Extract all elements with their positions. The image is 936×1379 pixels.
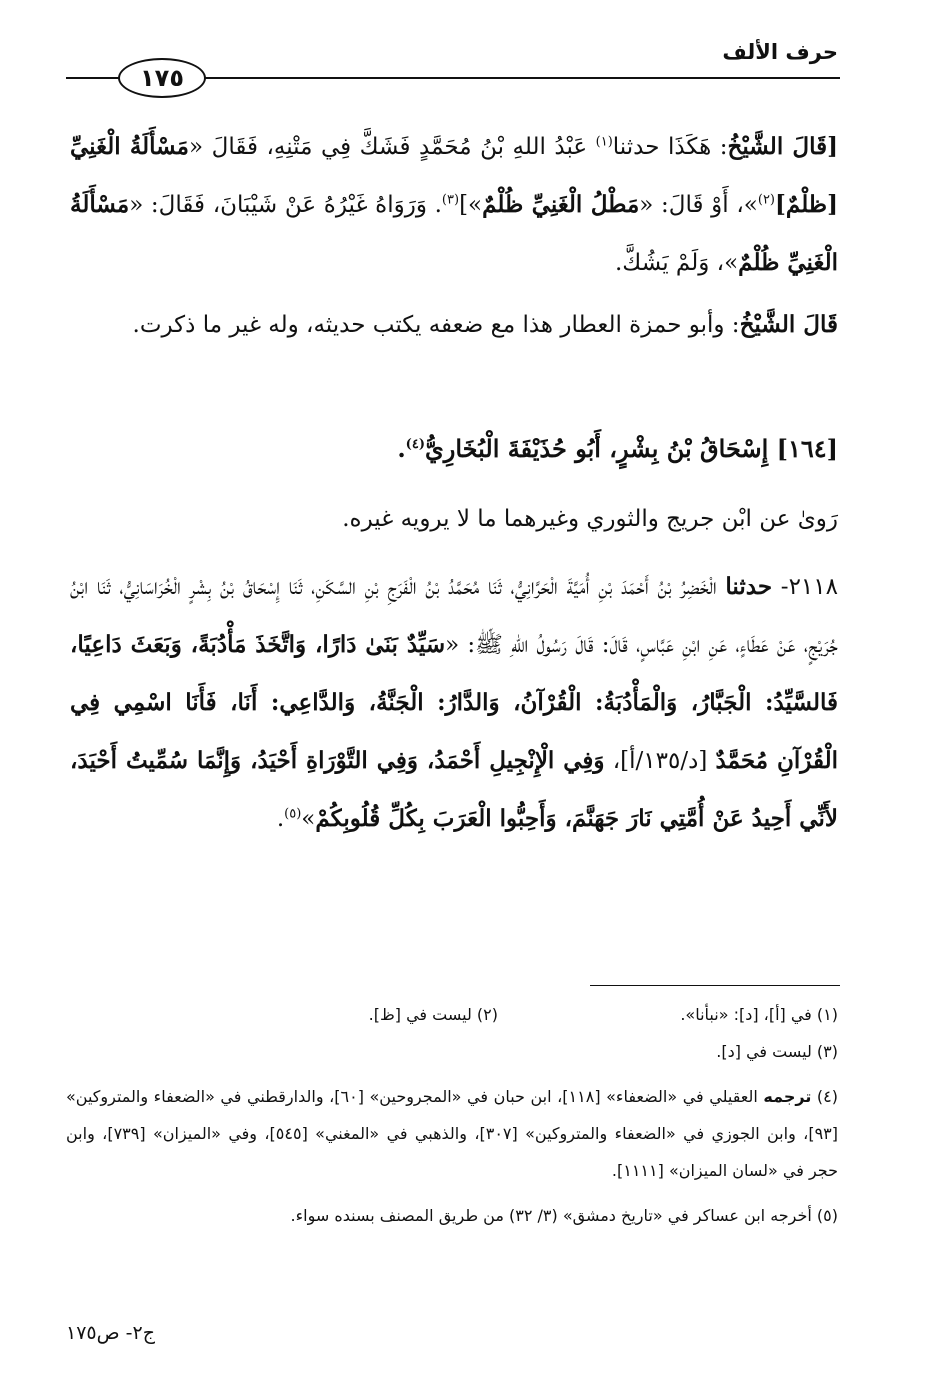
paragraph-narrator-note: رَوىٰ عن ابْن جريج والثوري وغيرهما ما لا يرويه غيره.: [342, 506, 838, 532]
page-number: ١٧٥: [140, 64, 184, 92]
footnote-separator: [590, 985, 840, 986]
footnote-number: (٤): [811, 1087, 838, 1106]
speaker-label: [قَالَ الشَّيْخُ: [727, 133, 839, 160]
paragraph-sheikh-comment: [70, 296, 838, 412]
footnote-1: (١) في [أ]، [د]: «نبأنا».: [680, 1005, 838, 1024]
text-segment: : وأبو حمزة العطار هذا مع ضعفه يكتب حديثه، وله غير ما ذكرت.: [132, 312, 740, 338]
matn-text: وَفِي الْإِنْجِيلِ أَحْمَدُ، وَفِي التَّوْرَاةِ أَحْيَدُ، وَإِنَّمَا سُمِّيتُ أَحْيَدَ، لأَنِّي أَحِيدُ عَنْ أُمَّتِي نَارَ جَهَنَّمَ، وَأَحِبُّوا الْعَرَبَ بِكُلِّ قُلُوبِكُمْ: [70, 747, 838, 832]
footnote-keyword: ترجمه: [763, 1087, 812, 1106]
hadith-text: مَسْأَلَةُ الْغَنِيِّ [ظلْمٌ]: [70, 133, 838, 218]
hadith-text: مَسْأَلَةُ الْغَنِيِّ ظُلْمٌ: [70, 191, 838, 276]
footnote-marker[interactable]: (١): [595, 134, 613, 150]
speaker-label: قَالَ الشَّيْخُ: [739, 311, 838, 338]
isnad-text: الْخَضِرُ بْنُ أَحْمَدَ بْنِ أُمَيَّةَ الْحَرَّانِيُّ، ثَنَا مُحَمَّدُ بْنُ الْفَرَجِ بْنِ السَّكَنِ، ثَنَا إِسْحَاقُ بْنُ بِشْرٍ الْخُرَاسَانِيُّ، ثَنَا ابْنُ جُرَيْجٍ، عَنْ عَطَاءٍ، عَنِ ابْنِ عَبَّاسٍ، قَالَ: قَالَ رَسُولُ اللهِ ﷺ: «: [70, 574, 838, 658]
entry-heading: [70, 420, 838, 490]
footnote-text: العقيلي في «الضعفاء» [١١٨]، ابن حبان في «المجروحين» [٦٠]، والدارقطني في «الضعفاء والمتروكين» [٩٣]، وابن الجوزي في «الضعفاء والمتروكين» [٣٠٧]، والذهبي في «المغني» [٥٤٥]، وفي «الميزان» [٧٣٩]، وابن حجر في «لسان الميزان» [١١١١].: [66, 1087, 838, 1180]
entry-title: [١٦٤] إِسْحَاقُ بْنُ بِشْرٍ، أَبُو حُذَيْفَةَ الْبُخَارِيُّ: [424, 434, 838, 463]
matn-text: سَيِّدٌ بَنَىٰ دَارًا، وَاتَّخَذَ مَأْدُبَةً، وَبَعَثَ دَاعِيًا، فَالسَّيِّدُ: الْجَبَّارُ، وَالْمَأْدُبَةُ: الْقُرْآنُ، وَالدَّارُ: الْجَنَّةُ، وَالدَّاعِي: أَنَا، فَأَنَا اسْمِي فِي الْقُرْآنِ مُحَمَّدٌ: [70, 631, 838, 774]
running-header-title: حرف الألف: [722, 40, 838, 64]
footnote-4: [66, 1078, 838, 1189]
text-segment: .: [397, 434, 406, 463]
text-segment: : هَكَذَا حدثنا: [612, 134, 728, 160]
footnotes: [66, 996, 838, 1234]
hadith-number: ٢١١٨-: [772, 574, 838, 600]
paragraph-hadith-2118: [70, 558, 838, 848]
hadith-text: مَطْلُ الْغَنِيِّ ظُلْمٌ: [482, 191, 640, 218]
manuscript-ref: [د/١٣٥/أ]،: [604, 748, 716, 774]
footnote-2: (٢) ليست في [ظ].: [368, 1005, 498, 1024]
text-segment: عَبْدُ اللهِ بْنُ مُحَمَّدٍ فَشَكَّ فِي مَتْنِهِ، فَقَالَ «: [189, 134, 596, 160]
footnote-3: (٣) ليست في [د].: [716, 1042, 838, 1061]
haddathana-label: حدثنا: [725, 573, 773, 600]
text-segment: . وَرَوَاهُ غَيْرُهُ عَنْ شَيْبَانَ، فَقَالَ: «: [129, 192, 442, 218]
footnote-marker[interactable]: (٢): [757, 192, 775, 208]
main-text: [70, 118, 838, 848]
footnote-marker[interactable]: (٤): [405, 437, 425, 452]
text-segment: »]: [459, 192, 483, 218]
footnote-marker[interactable]: (٥): [284, 806, 302, 822]
text-segment: »، أَوْ قَالَ: «: [639, 192, 758, 218]
volume-page-signature: ج٢- ص١٧٥: [66, 1322, 155, 1344]
footnote-marker[interactable]: (٣): [441, 192, 460, 208]
page-number-oval: [118, 58, 206, 98]
text-segment: »، وَلَمْ يَشُكَّ.: [615, 250, 739, 276]
text-segment: .: [276, 806, 285, 832]
footnote-row: [66, 996, 838, 1033]
paragraph-sheikh-note: [70, 118, 838, 292]
text-segment: »: [301, 806, 316, 832]
footnote-5: (٥) أخرجه ابن عساكر في «تاريخ دمشق» (٣/ ٣٢) من طريق المصنف بسنده سواء.: [290, 1206, 838, 1225]
